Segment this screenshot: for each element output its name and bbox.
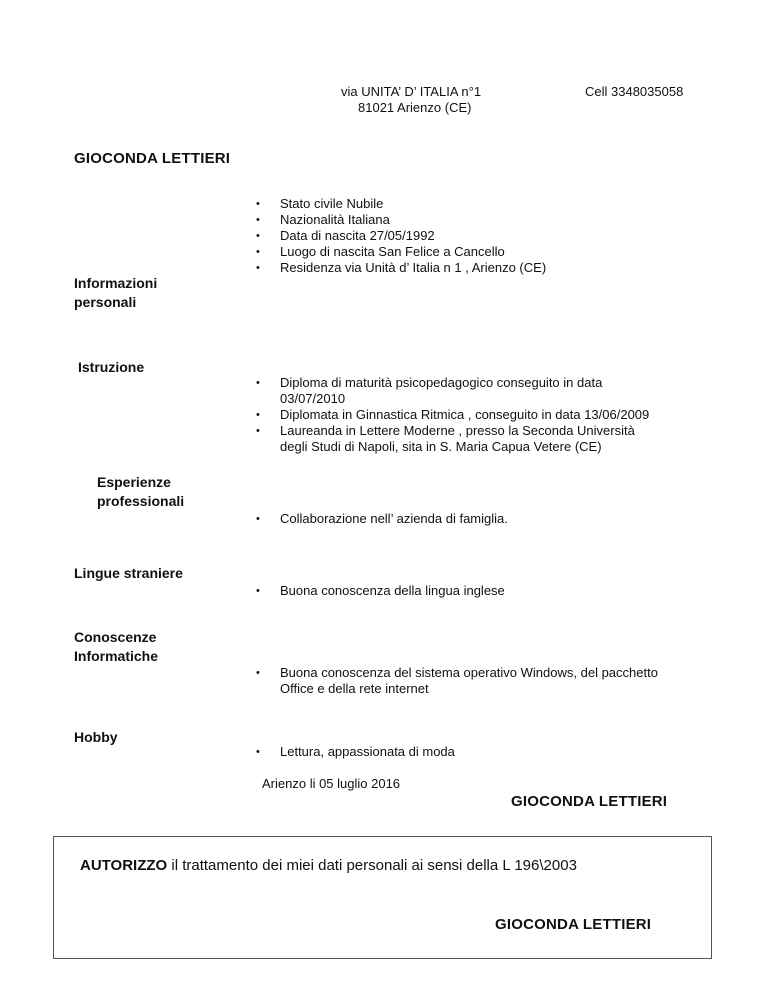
list-item: • Laureanda in Lettere Moderne , presso la Seconda Università degli Studi di Napoli, sita in S. Maria Capua Vetere (CE) bbox=[256, 423, 635, 454]
list-item: • Buona conoscenza della lingua inglese bbox=[256, 583, 505, 598]
list-item: • Diplomata in Ginnastica Ritmica , conseguito in data 13/06/2009 bbox=[256, 407, 650, 422]
address-line-1: via UNITA’ D’ ITALIA n°1 bbox=[341, 84, 482, 99]
computer-skills-list bbox=[256, 665, 658, 697]
signature-name: GIOCONDA LETTIERI bbox=[511, 793, 668, 810]
list-item: • Luogo di nascita San Felice a Cancello bbox=[256, 244, 505, 259]
section-label-hobby: Hobby bbox=[74, 729, 118, 745]
bullet-icon: • bbox=[256, 425, 260, 437]
section-label-experience: Esperienze professionali bbox=[97, 474, 185, 509]
bullet-icon: • bbox=[256, 409, 260, 421]
section-label-computer: Conoscenze Informatiche bbox=[74, 629, 159, 664]
education-list bbox=[256, 375, 649, 455]
bullet-icon: • bbox=[256, 667, 260, 679]
bullet-icon: • bbox=[256, 377, 260, 389]
section-label-personal: Informazioni personali bbox=[74, 275, 158, 310]
section-label-education: Istruzione bbox=[78, 359, 145, 375]
bullet-icon: • bbox=[256, 262, 260, 274]
list-item: • Data di nascita 27/05/1992 bbox=[256, 228, 435, 243]
list-item: • Nazionalità Italiana bbox=[256, 212, 390, 227]
bullet-icon: • bbox=[256, 746, 260, 758]
bullet-icon: • bbox=[256, 230, 260, 242]
candidate-name: GIOCONDA LETTIERI bbox=[74, 150, 231, 167]
hobby-list bbox=[256, 744, 455, 760]
list-item: • Stato civile Nubile bbox=[256, 196, 384, 211]
list-item: • Buona conoscenza del sistema operativo Windows, del pacchetto Office e della rete internet bbox=[256, 665, 658, 696]
personal-info-list bbox=[256, 196, 546, 276]
list-item: • Lettura, appassionata di moda bbox=[256, 744, 455, 759]
authorization-signature: GIOCONDA LETTIERI bbox=[495, 916, 652, 933]
phone-number: Cell 3348035058 bbox=[585, 84, 684, 99]
authorization-box bbox=[53, 836, 712, 959]
bullet-icon: • bbox=[256, 214, 260, 226]
list-item: • Collaborazione nell’ azienda di famiglia. bbox=[256, 511, 508, 526]
experience-list bbox=[256, 511, 508, 527]
date-place: Arienzo li 05 luglio 2016 bbox=[262, 776, 401, 791]
bullet-icon: • bbox=[256, 585, 260, 597]
list-item: • Diploma di maturità psicopedagogico conseguito in data 03/07/2010 bbox=[256, 375, 603, 406]
address-line-2: 81021 Arienzo (CE) bbox=[358, 100, 472, 115]
bullet-icon: • bbox=[256, 513, 260, 525]
languages-list bbox=[256, 583, 505, 599]
bullet-icon: • bbox=[256, 246, 260, 258]
bullet-icon: • bbox=[256, 198, 260, 210]
list-item: • Residenza via Unità d’ Italia n 1 , Arienzo (CE) bbox=[256, 260, 547, 275]
section-label-languages: Lingue straniere bbox=[74, 565, 183, 581]
authorization-statement: AUTORIZZO il trattamento dei miei dati personali ai sensi della L 196\2003 bbox=[80, 857, 577, 874]
